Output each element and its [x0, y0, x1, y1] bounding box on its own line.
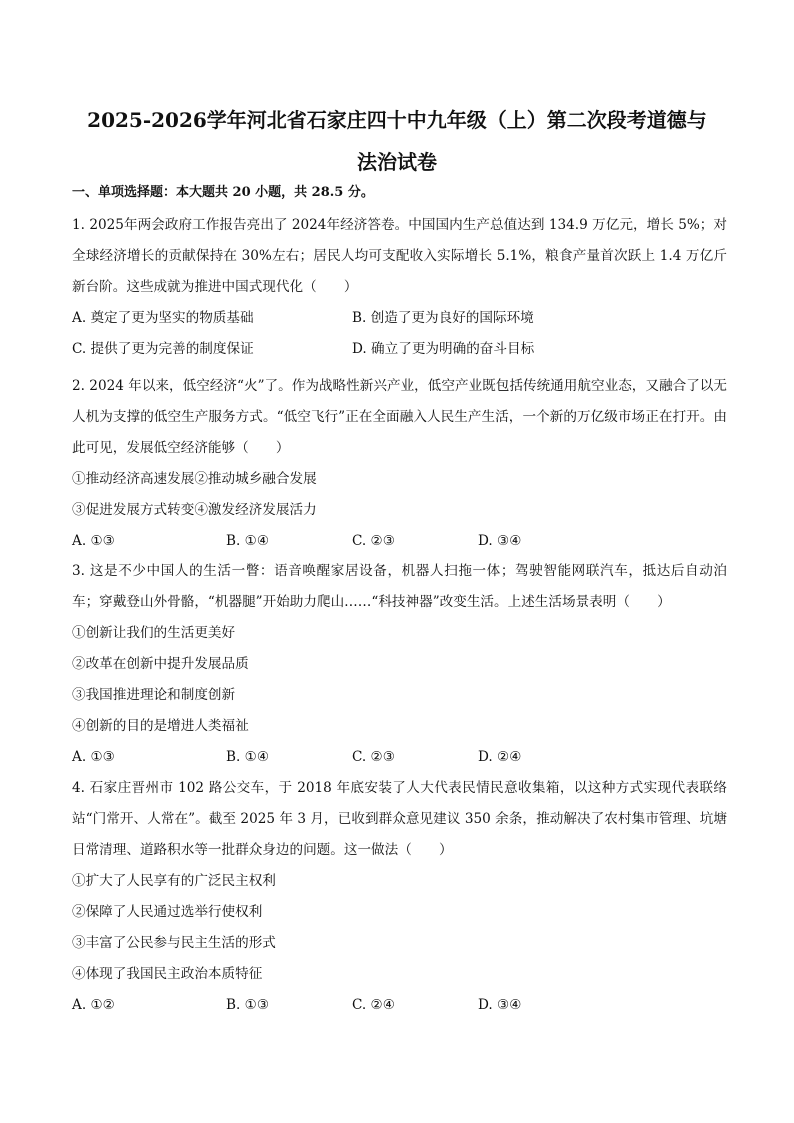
- option-c[interactable]: C. ②③: [352, 749, 395, 765]
- statement-line: ④创新的目的是增进人类福祉: [72, 718, 249, 734]
- options-row: [72, 990, 727, 1021]
- statement-line: ③促进发展方式转变④激发经济发展活力: [72, 502, 317, 518]
- statement-line: ②保障了人民通过选举行使权利: [72, 904, 263, 920]
- option-d[interactable]: D. ②④: [478, 749, 522, 765]
- question-stem: 4. 石家庄晋州市 102 路公交车，于 2018 年底安装了人大代表民情民意收集箱，以这种方式实现代表联络站“门常开、人常在”。截至 2025 年 3 月，已收到群众意见建议 350 余条，推动解决了农村集市管理、坑塘日常清理、道路积水等一批群众身边的问题。这一做法（ ）: [72, 780, 727, 858]
- statement-line: ①创新让我们的生活更美好: [72, 625, 236, 641]
- option-d[interactable]: D. 确立了更为明确的奋斗目标: [352, 341, 535, 357]
- option-b[interactable]: B. ①④: [226, 749, 270, 765]
- options-row: [72, 334, 727, 365]
- option-c[interactable]: C. ②④: [352, 997, 395, 1013]
- question-4: [72, 773, 727, 1021]
- section-header: 一、单项选择题：本大题共 20 小题，共 28.5 分。: [72, 185, 374, 200]
- option-b[interactable]: B. 创造了更为良好的国际环境: [352, 310, 534, 326]
- option-a[interactable]: A. 奠定了更为坚实的物质基础: [72, 310, 254, 326]
- question-stem: 3. 这是不少中国人的生活一瞥：语音唤醒家居设备，机器人扫拖一体；驾驶智能网联汽车，抵达后自动泊车；穿戴登山外骨骼，“机器腿”开始助力爬山……“科技神器”改变生活。上述生活场景表明（ ）: [72, 563, 727, 610]
- options-row: [72, 526, 727, 557]
- statement-line: ④体现了我国民主政治本质特征: [72, 966, 263, 982]
- statement-line: ①推动经济高速发展②推动城乡融合发展: [72, 471, 317, 487]
- option-a[interactable]: A. ①③: [72, 533, 115, 549]
- options-row: [72, 303, 727, 334]
- statement-line: ③我国推进理论和制度创新: [72, 687, 236, 703]
- option-d[interactable]: D. ③④: [478, 533, 522, 549]
- statement-line: ③丰富了公民参与民主生活的形式: [72, 935, 276, 951]
- option-b[interactable]: B. ①③: [226, 997, 270, 1013]
- option-c[interactable]: C. 提供了更为完善的制度保证: [72, 341, 254, 357]
- statement-line: ②改革在创新中提升发展品质: [72, 656, 249, 672]
- question-2: [72, 371, 727, 557]
- option-b[interactable]: B. ①④: [226, 533, 270, 549]
- statement-line: ①扩大了人民享有的广泛民主权利: [72, 873, 276, 889]
- question-1: [72, 210, 727, 365]
- exam-title-line1: 2025-2026学年河北省石家庄四十中九年级（上）第二次段考道德与: [87, 108, 707, 132]
- question-3: [72, 556, 727, 773]
- option-a[interactable]: A. ①②: [72, 997, 115, 1013]
- exam-title-line2: 法治试卷: [357, 150, 437, 174]
- options-row: [72, 742, 727, 773]
- option-c[interactable]: C. ②③: [352, 533, 395, 549]
- option-d[interactable]: D. ③④: [478, 997, 522, 1013]
- option-a[interactable]: A. ①③: [72, 749, 115, 765]
- question-stem: 2. 2024 年以来，低空经济“火”了。作为战略性新兴产业，低空产业既包括传统通用航空业态，又融合了以无人机为支撑的低空生产服务方式。“低空飞行”正在全面融入人民生产生活，一个新的万亿级市场正在打开。由此可见，发展低空经济能够（ ）: [72, 378, 727, 456]
- question-stem: 1. 2025年两会政府工作报告亮出了 2024年经济答卷。中国国内生产总值达到 134.9 万亿元，增长 5%；对全球经济增长的贡献保持在 30%左右；居民人均可支配收入实际增长 5.1%，粮食产量首次跃上 1.4 万亿斤新台阶。这些成就为推进中国式现代化（ ）: [72, 217, 727, 295]
